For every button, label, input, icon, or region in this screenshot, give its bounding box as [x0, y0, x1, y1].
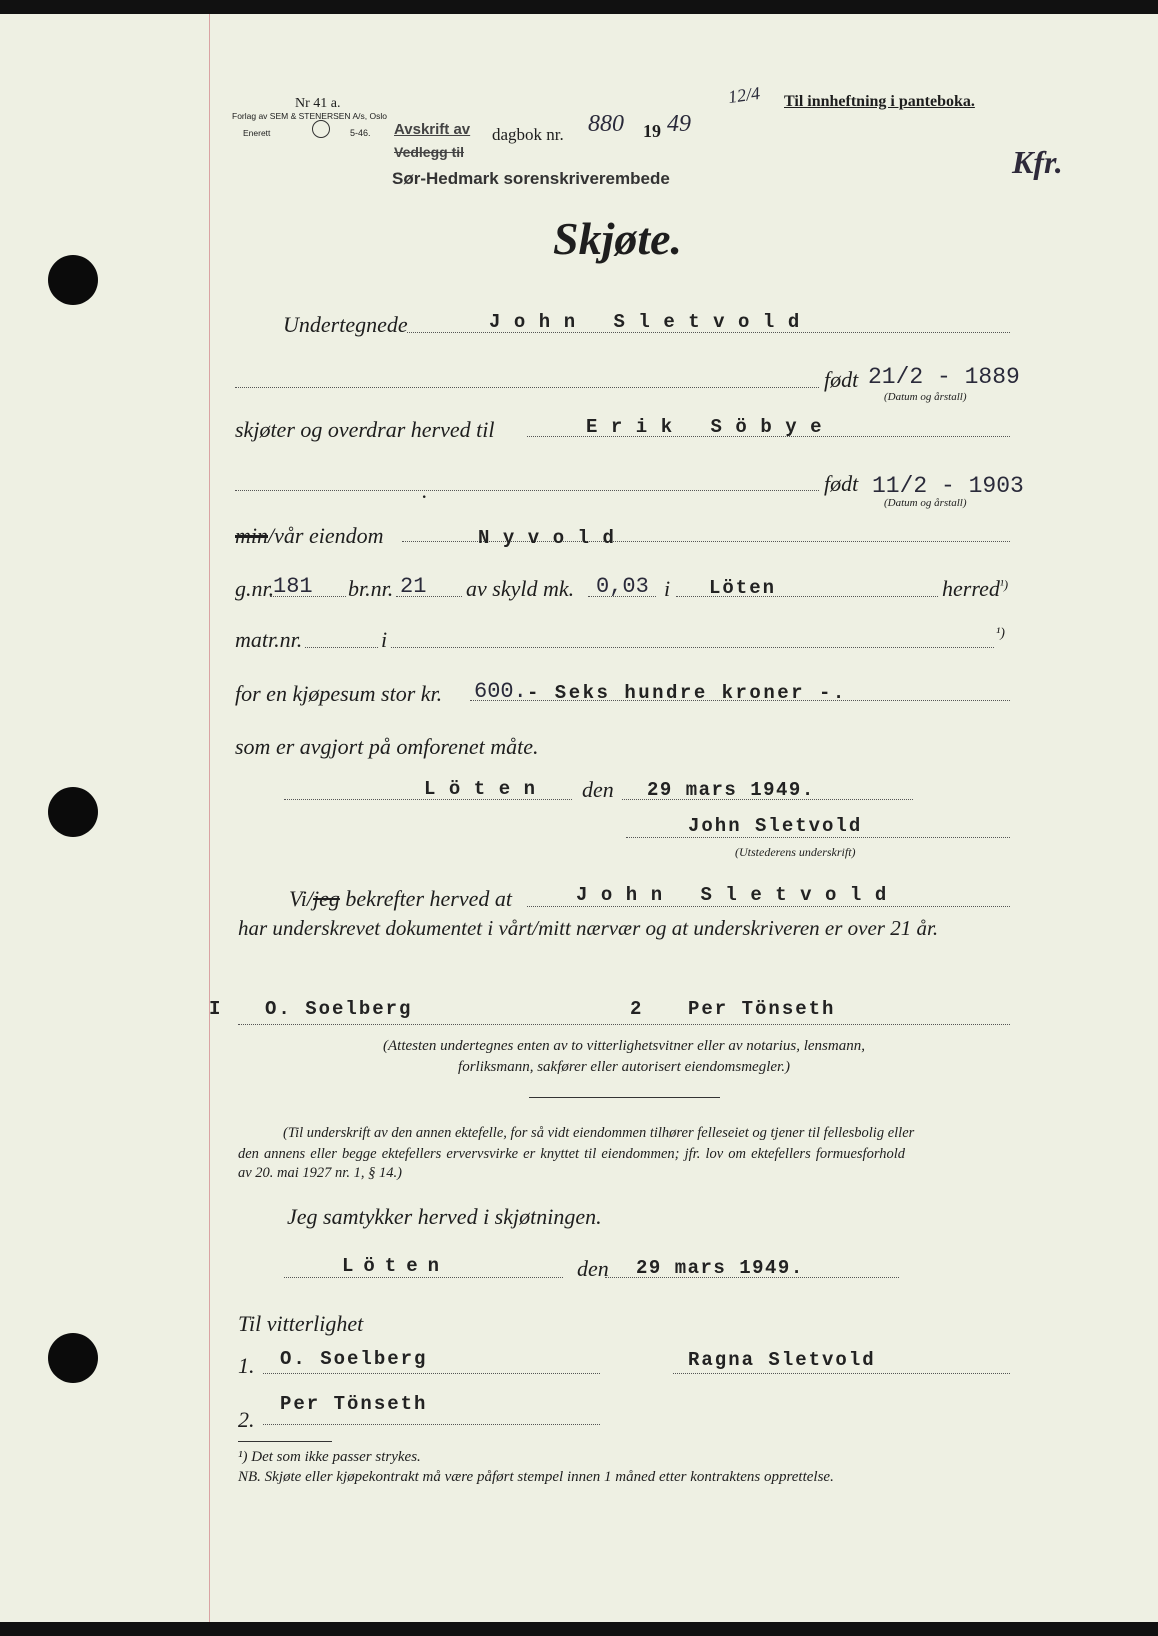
- dotted-fill-line: [673, 1373, 1010, 1374]
- gnr-value: 181: [273, 574, 313, 599]
- property-label: [235, 525, 383, 547]
- punch-hole-middle: [48, 787, 98, 837]
- spouse-note-line2: den annens eller begge ektefellers ervervsvirke er knyttet til eiendommen; jfr. lov om ektefellers formuesforhold: [238, 1146, 905, 1162]
- section-divider: [529, 1097, 720, 1098]
- dotted-fill-line: [270, 596, 346, 597]
- date-note: 12/4: [726, 82, 762, 108]
- year-prefix: 19: [643, 121, 661, 141]
- attestation-intro: [289, 888, 512, 910]
- consent-den-label: den: [577, 1256, 609, 1281]
- consent-date: 29 mars 1949.: [636, 1257, 804, 1279]
- dotted-fill-line: [238, 1024, 1010, 1025]
- municipality-in-label: i: [664, 576, 671, 601]
- spouse-signature: Ragna Sletvold: [688, 1349, 876, 1371]
- footnote-1: ¹) Det som ikke passer strykes.: [238, 1449, 421, 1465]
- grantee-label: skjøter og overdrar herved til: [235, 417, 495, 442]
- grantor-born-date: 21/2 - 1889: [868, 364, 1020, 390]
- grantee-name: Erik Söbye: [586, 416, 836, 438]
- municipality-suffix: [942, 578, 1008, 600]
- bottom-scan-edge: [0, 1622, 1158, 1636]
- footnote-rule: [238, 1441, 332, 1442]
- witness1-name: O. Soelberg: [265, 998, 413, 1020]
- skyld-value: 0,03: [596, 574, 649, 599]
- issuer-signature: John Sletvold: [688, 815, 863, 837]
- footnote-ref: ¹): [999, 577, 1009, 592]
- municipality-suffix-text: herred: [942, 576, 1000, 601]
- rights-label: Enerett: [243, 128, 271, 138]
- consent-witness2-name: Per Tönseth: [280, 1393, 428, 1415]
- dotted-fill-line: [235, 387, 819, 388]
- property-name: Nyvold: [478, 527, 628, 549]
- witness2-name: Per Tönseth: [688, 998, 836, 1020]
- dotted-fill-line: [305, 647, 378, 648]
- matr-in-label: i: [381, 627, 388, 652]
- dotted-fill-line: [605, 1277, 899, 1278]
- dotted-fill-line: [622, 799, 913, 800]
- signature-hint: (Utstederens underskrift): [735, 845, 856, 859]
- footnote-nb: NB. Skjøte eller kjøpekontrakt må være påført stempel innen 1 måned etter kontraktens opprettelse.: [238, 1469, 834, 1485]
- price-label: for en kjøpesum stor kr.: [235, 681, 443, 706]
- signing-place: Löten: [424, 778, 549, 800]
- grantor-label: Undertegnede: [283, 312, 408, 337]
- spouse-note-line1: (Til underskrift av den annen ektefelle, for så vidt eiendommen tilhører felleseiet og tjener til fellesbolig eller: [283, 1125, 915, 1141]
- dotted-fill-line: [263, 1373, 600, 1374]
- dotted-fill-line: [527, 906, 1010, 907]
- attested-name: John Sletvold: [576, 884, 900, 906]
- attestation-prefix: Vi/: [289, 886, 314, 911]
- municipality-name: Löten: [709, 577, 777, 599]
- bnr-label: br.nr.: [348, 576, 394, 601]
- gnr-label: g.nr.: [235, 576, 275, 601]
- grantee-born-date: 11/2 - 1903: [872, 473, 1024, 499]
- witness1-number: I: [209, 998, 221, 1020]
- dotted-fill-line: [470, 700, 1010, 701]
- witness2-number: 2: [630, 998, 642, 1020]
- price-amount: 600.: [474, 679, 527, 704]
- dotted-fill-line: [235, 490, 819, 491]
- grantee-mark: .: [422, 478, 428, 503]
- witness-heading: Til vitterlighet: [238, 1311, 364, 1336]
- attestation-struck: jeg: [313, 886, 340, 911]
- dotted-fill-line: [626, 837, 1010, 838]
- consent-place: Löten: [342, 1255, 450, 1277]
- grantor-name: John Sletvold: [489, 311, 813, 333]
- form-number: Nr 41 a.: [295, 96, 341, 111]
- attestation-note-line1: (Attesten undertegnes enten av to vitterlighetsvitner eller av notarius, lensmann,: [383, 1038, 865, 1054]
- binding-note: Til innheftning i panteboka.: [784, 93, 975, 110]
- year-suffix: 49: [667, 111, 691, 137]
- spouse-note-line3: av 20. mai 1927 nr. 1, § 14.): [238, 1165, 402, 1181]
- dotted-fill-line: [284, 799, 572, 800]
- skyld-label: av skyld mk.: [466, 576, 575, 601]
- property-label-struck: min: [235, 523, 268, 548]
- grantee-born-label: født: [824, 471, 859, 496]
- grantor-born-label: født: [824, 367, 859, 392]
- dotted-fill-line: [284, 1277, 563, 1278]
- court-stamp: Sør-Hedmark sorenskriverembede: [392, 169, 670, 188]
- signing-den-label: den: [582, 777, 614, 802]
- property-label-rest: /vår eiendom: [268, 523, 384, 548]
- dotted-fill-line: [396, 596, 462, 597]
- red-margin-line: [209, 14, 210, 1622]
- dotted-fill-line: [263, 1424, 600, 1425]
- grantor-date-hint: (Datum og årstall): [884, 391, 967, 403]
- price-words: - Seks hundre kroner -.: [527, 682, 847, 704]
- attestation-note-line2: forliksmann, sakfører eller autorisert eiendomsmegler.): [458, 1059, 790, 1075]
- attestation-rest: bekrefter herved at: [339, 886, 512, 911]
- attachment-stamp: Vedlegg til: [394, 144, 465, 160]
- copy-stamp: Avskrift av: [394, 121, 471, 138]
- publisher-logo: [312, 120, 330, 138]
- kfr-note: Kfr.: [1012, 144, 1063, 180]
- punch-hole-bottom: [48, 1333, 98, 1383]
- bnr-value: 21: [400, 574, 427, 599]
- journal-label: dagbok nr.: [492, 125, 564, 144]
- signing-date: 29 mars 1949.: [647, 779, 815, 801]
- top-scan-edge: [0, 0, 1158, 14]
- dotted-fill-line: [676, 596, 938, 597]
- punch-hole-top: [48, 255, 98, 305]
- journal-number: 880: [588, 111, 624, 137]
- matr-label: matr.nr.: [235, 627, 303, 652]
- consent-witness2-number: 2.: [238, 1407, 255, 1432]
- grantee-date-hint: (Datum og årstall): [884, 497, 967, 509]
- publisher-line: Forlag av SEM & STENERSEN A/s, Oslo: [232, 111, 387, 121]
- dotted-fill-line: [588, 596, 656, 597]
- consent-witness1-name: O. Soelberg: [280, 1348, 428, 1370]
- edition-label: 5-46.: [350, 128, 371, 138]
- spouse-consent: Jeg samtykker herved i skjøtningen.: [287, 1204, 602, 1229]
- dotted-fill-line: [391, 647, 994, 648]
- matr-footnote-ref: ¹): [996, 626, 1005, 641]
- settlement-text: som er avgjort på omforenet måte.: [235, 734, 539, 759]
- attestation-statement: har underskrevet dokumentet i vårt/mitt nærvær og at underskriveren er over 21 år.: [238, 916, 939, 940]
- consent-witness1-number: 1.: [238, 1353, 255, 1378]
- page-title: Skjøte.: [553, 213, 683, 264]
